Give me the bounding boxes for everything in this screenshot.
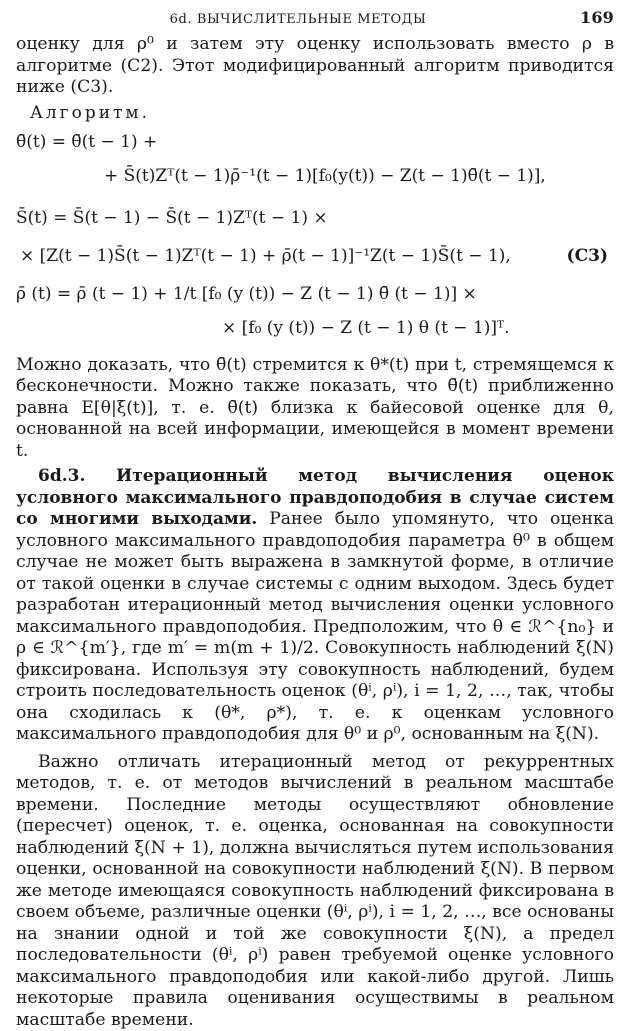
equation-theta-line2: + S̄(t)Zᵀ(t − 1)ρ̄⁻¹(t − 1)[f₀(y(t)) − Z(t − 1)θ̄(t − 1)],: [16, 165, 614, 187]
book-page: [16, 8, 614, 1031]
intro-paragraph: оценку для ρ⁰ и затем эту оценку использовать вместо ρ в алгоритме (С2). Этот модифицированный алгоритм приводится ниже (С3).: [16, 34, 614, 99]
section-body: Ранее было упомянуто, что оценка условного максимального правдоподобия параметра θ⁰ в общем случае не может быть выражена в замкнутой форме, в отличие от такой оценки в случае системы с одним выходом. Здесь будет разработан итерационный метод вычисления оценки условного максимального правдоподобия. Предположим, что θ ∈ ℛ^{n₀} и ρ ∈ ℛ^{m′}, где m′ = m(m + 1)/2. Совокупность наблюдений ξ(N) фиксирована. Используя эту совокупность наблюдений, будем строить последовательность оценок (θⁱ, ρⁱ), i = 1, 2, …, так, чтобы она сходилась к (θ*, ρ*), т. е. к оценкам условного максимального правдоподобия для θ⁰ и ρ⁰, основанным на ξ(N).: [16, 509, 614, 744]
section-paragraph: [16, 466, 614, 746]
page-number: 169: [580, 8, 614, 27]
equation-rho-line2: × [f₀ (y (t)) − Z (t − 1) θ (t − 1)]ᵀ.: [16, 317, 614, 339]
algorithm-heading: Алгоритм.: [30, 101, 614, 125]
page-header: [16, 8, 614, 34]
equation-s-line1: S̄(t) = S̄(t − 1) − S̄(t − 1)Zᵀ(t − 1) ×: [16, 207, 614, 229]
equation-label: (С3): [567, 245, 608, 267]
equation-s-line2: [16, 245, 614, 267]
algorithm-equations: [16, 131, 614, 339]
equation-s-line2-text: × [Z(t − 1)S̄(t − 1)Zᵀ(t − 1) + ρ̄(t − 1)]⁻¹Z(t − 1)S̄(t − 1),: [20, 246, 511, 266]
paragraph-after-algorithm: Можно доказать, что θ̄(t) стремится к θ*(t) при t, стремящемся к бесконечности. Можно также показать, что θ̄(t) приближенно равна E[θ|ξ(t)], т. е. θ̄(t) близка к байесовой оценке для θ, основанной на всей информации, имеющейся в момент времени t.: [16, 355, 614, 463]
section-title: 6d.3. Итерационный метод вычисления оценок условного максимального правдоподобия в случае систем со многими выходами.: [16, 466, 614, 529]
equation-rho-line1: ρ̄ (t) = ρ̄ (t − 1) + 1/t [f₀ (y (t)) − Z (t − 1) θ̄ (t − 1)] ×: [16, 283, 614, 305]
equation-theta-line1: θ̄(t) = θ̄(t − 1) +: [16, 131, 614, 153]
running-title: 6d. ВЫЧИСЛИТЕЛЬНЫЕ МЕТОДЫ: [16, 12, 580, 27]
final-paragraph: Важно отличать итерационный метод от рекуррентных методов, т. е. от методов вычислений в реальном масштабе времени. Последние методы осуществляют обновление (пересчет) оценок, т. е. оценка, основанная на совокупности наблюдений ξ(N + 1), должна вычисляться путем использования оценки, основанной на совокупности наблюдений ξ(N). В первом же методе имеющаяся совокупность наблюдений фиксирована в своем объеме, различные оценки (θⁱ, ρⁱ), i = 1, 2, …, все основаны на знании одной и той же совокупности ξ(N), а предел последовательности (θⁱ, ρⁱ) равен требуемой оценке условного максимального правдоподобия или какой-либо другой. Лишь некоторые правила оценивания осуществимы в реальном масштабе времени.: [16, 752, 614, 1031]
